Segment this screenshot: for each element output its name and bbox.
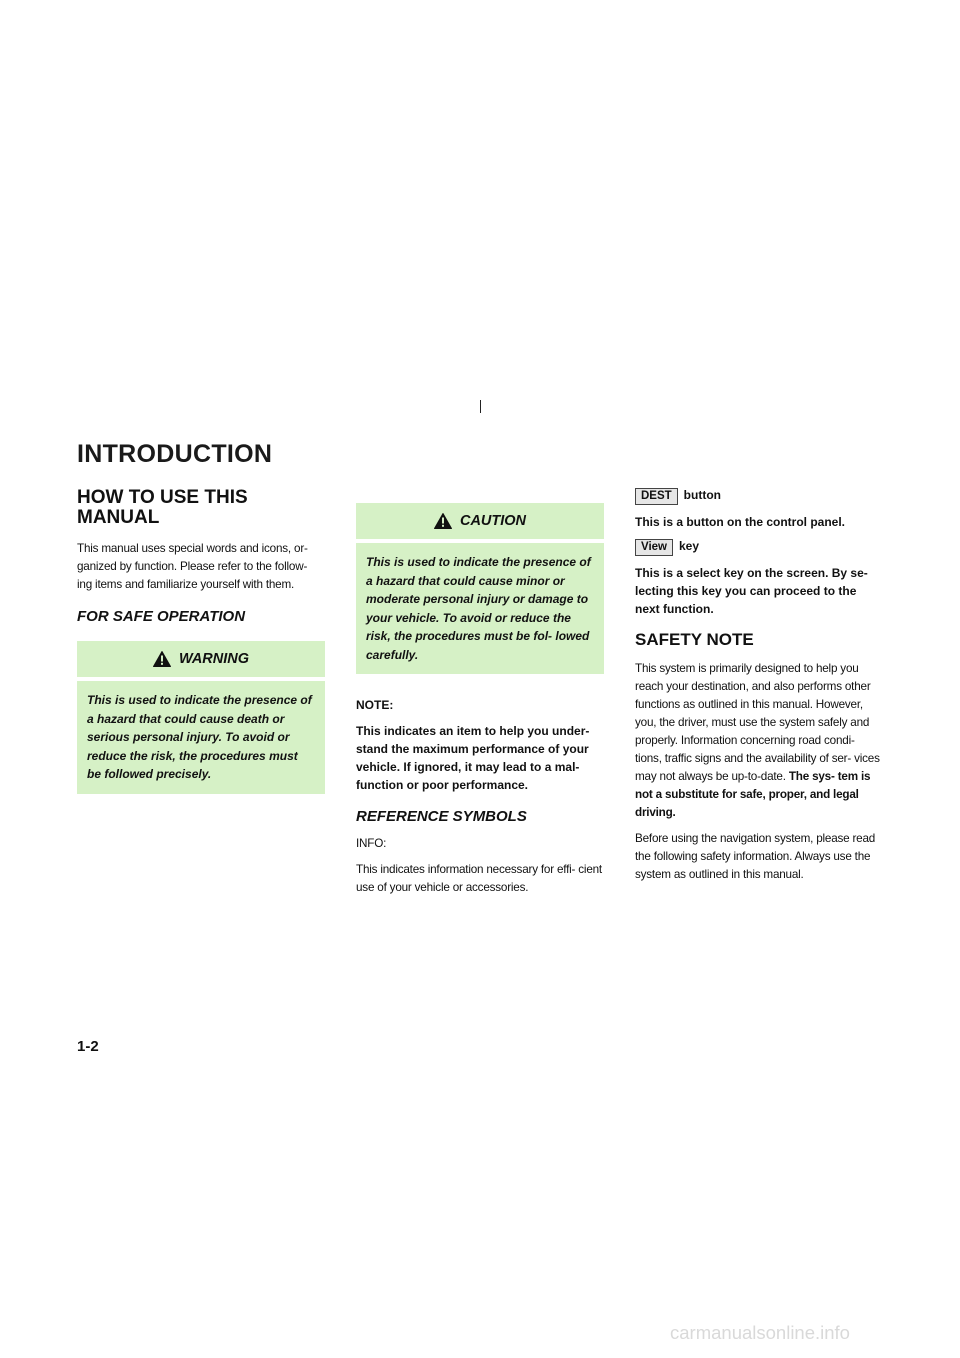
dest-word: button: [683, 488, 721, 502]
dest-button-line: [635, 488, 883, 505]
view-description: This is a select key on the screen. By se- lecting this key you can proceed to the next function.: [635, 566, 868, 616]
caution-text: This is used to indicate the presence of a hazard that could cause minor or moderate personal injury or damage to your vehicle. To avoid or reduce the risk, the procedures must be fol- lowed carefully.: [356, 543, 604, 674]
warning-triangle-icon: [434, 513, 452, 529]
section-heading-line2: MANUAL: [77, 507, 160, 528]
safety-note-heading: SAFETY NOTE: [635, 630, 754, 649]
watermark: carmanualsonline.info: [670, 1322, 850, 1343]
column-3: [635, 488, 883, 892]
safety-text: This system is primarily designed to help you reach your destination, and also performs other functions as outlined in this manual. However, you, the driver, must use the system safely and properly. Information concerning road condi- tions, traffic signs and the availability of ser- vices may not always be up-to-date.: [635, 662, 880, 783]
intro-paragraph: This manual uses special words and icons, or- ganized by function. Please refer to the follow- ing items and familiarize yourself with them.: [77, 542, 308, 591]
section-heading: [77, 488, 325, 528]
warning-header: [77, 641, 325, 677]
note-label: NOTE:: [356, 698, 394, 712]
warning-label: WARNING: [178, 651, 250, 667]
section-heading-line1: HOW TO USE THIS: [77, 487, 248, 508]
caution-header: [356, 503, 604, 539]
note-text: This indicates an item to help you under- stand the maximum performance of your vehicle. If ignored, it may lead to a mal- function or poor performance.: [356, 724, 590, 792]
page-number: 1-2: [77, 1038, 99, 1055]
caution-label: CAUTION: [459, 513, 527, 529]
dest-description: This is a button on the control panel.: [635, 515, 845, 529]
warning-triangle-icon: [153, 651, 171, 667]
view-key-line: [635, 539, 883, 556]
safe-operation-subheading: FOR SAFE OPERATION: [77, 608, 246, 625]
before-using-paragraph: Before using the navigation system, please read the following safety information. Always use the system as outlined in this manual.: [635, 832, 876, 881]
info-text: This indicates information necessary for effi- cient use of your vehicle or accessories.: [356, 863, 602, 894]
column-2: [356, 503, 604, 905]
column-1: [77, 488, 325, 794]
chapter-title: INTRODUCTION: [77, 440, 273, 468]
view-word: key: [679, 539, 700, 553]
page-tick-mark: [480, 400, 481, 413]
dest-key: DEST: [635, 488, 678, 505]
warning-text: This is used to indicate the presence of a hazard that could cause death or serious personal injury. To avoid or reduce the risk, the procedures must be followed precisely.: [77, 681, 325, 794]
view-key: View: [635, 539, 673, 556]
safety-paragraph: [635, 660, 883, 822]
reference-symbols-subheading: REFERENCE SYMBOLS: [356, 808, 527, 825]
info-label: INFO:: [356, 837, 387, 850]
safety-bold-text: The sys- tem is not a substitute for safe, proper, and legal driving.: [635, 770, 871, 819]
